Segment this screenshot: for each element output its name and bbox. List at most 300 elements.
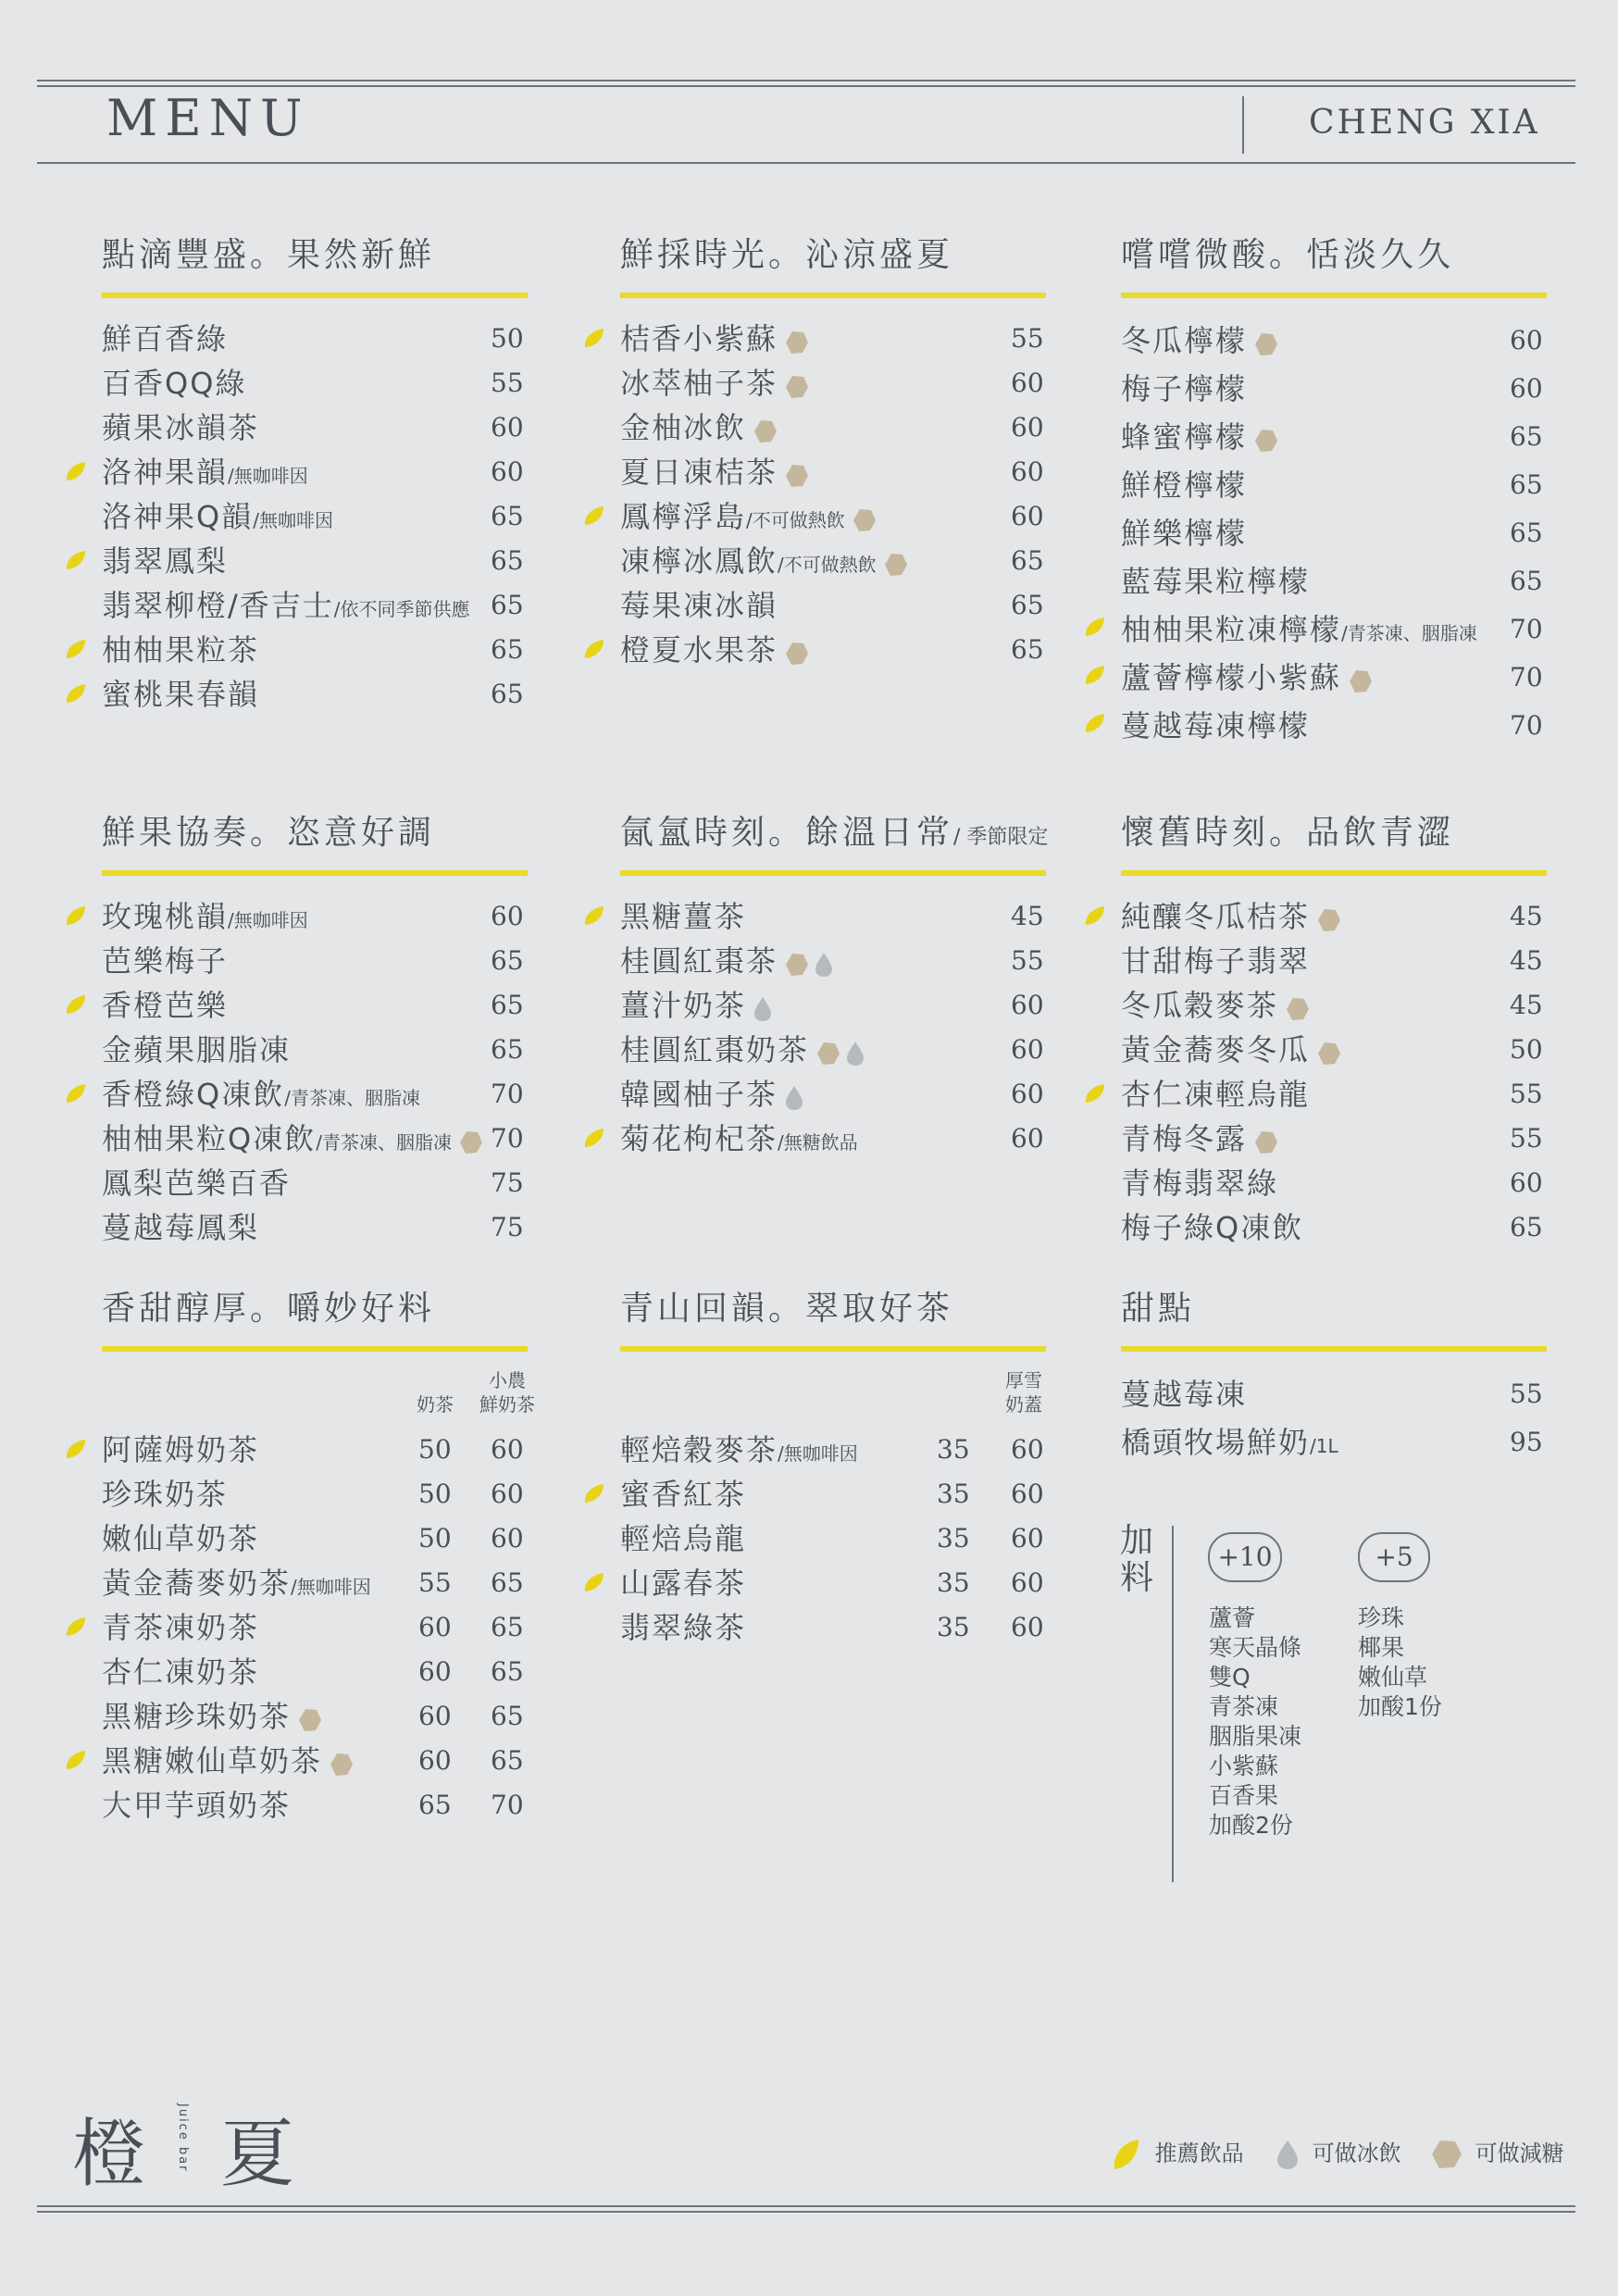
section-title (620, 811, 1049, 855)
menu-item (1121, 1418, 1547, 1466)
menu-item-name: 青梅冬露 (1121, 1121, 1248, 1156)
addon-list-5 (1358, 1603, 1442, 1722)
menu-item-name: 蘋果冰韻茶 (102, 410, 260, 445)
menu-item-price: 65 (1011, 545, 1044, 576)
addon-item: 嫩仙草 (1358, 1664, 1428, 1691)
menu-item-name: 蜜香紅茶 (620, 1477, 747, 1512)
menu-item-name: 金蘋果胭脂凍 (102, 1032, 292, 1067)
menu-item-price: 50 (418, 1479, 452, 1509)
menu-item-note: /青茶凍、胭脂凍 (316, 1131, 452, 1154)
menu-item-price: 65 (491, 945, 524, 976)
col-header-cream-cap-line2: 奶蓋 (1005, 1393, 1042, 1416)
menu-item-price: 60 (1011, 1034, 1044, 1065)
menu-item-price-2: 60 (491, 1523, 524, 1554)
menu-item (1121, 1117, 1547, 1161)
menu-item-price: 55 (1510, 1379, 1543, 1409)
menu-item-name: 蜜桃果春韻 (102, 677, 260, 712)
menu-item-price-2: 60 (1011, 1434, 1044, 1465)
menu-item-price: 65 (491, 990, 524, 1020)
menu-item (620, 1072, 1046, 1117)
menu-item (1121, 509, 1547, 557)
leaf-icon (65, 1616, 87, 1637)
menu-item-icons (785, 1074, 809, 1118)
menu-item-name: 香橙芭樂 (102, 988, 229, 1023)
menu-item-name: 翡翠綠茶 (620, 1610, 747, 1645)
menu-item-price: 60 (418, 1612, 452, 1642)
section-title-text: 青山回韻。翠取好茶 (620, 1290, 954, 1328)
leaf-icon (583, 1128, 605, 1148)
leaf-icon (583, 1572, 605, 1592)
menu-item-name: 黑糖薑茶 (620, 899, 747, 934)
hexagon-icon (785, 464, 809, 488)
menu-item-note: /無咖啡因 (253, 509, 333, 531)
menu-item-price: 70 (491, 1123, 524, 1154)
menu-item-price: 35 (937, 1479, 970, 1509)
menu-item-price: 60 (1011, 501, 1044, 531)
section-underline (102, 1346, 528, 1352)
addon-price-badge-5: +5 (1358, 1532, 1430, 1582)
menu-item-price: 65 (1011, 634, 1044, 665)
menu-item (620, 539, 1046, 583)
menu-item-price: 60 (491, 412, 524, 443)
menu-item (102, 1561, 528, 1605)
menu-item (620, 1117, 1046, 1161)
addon-item: 百香果 (1209, 1782, 1279, 1809)
menu-item (1121, 1205, 1547, 1250)
menu-item-price-2: 60 (1011, 1567, 1044, 1598)
menu-item-icons (1349, 655, 1378, 704)
leaf-icon (583, 328, 605, 348)
menu-item-price-2: 60 (1011, 1479, 1044, 1509)
menu-item-name: 玫瑰桃韻 (102, 899, 229, 934)
droplet-icon (815, 952, 833, 978)
section-title-text: 嚐嚐微酸。恬淡久久 (1121, 236, 1455, 274)
hexagon-icon (1254, 332, 1278, 356)
addon-item: 青茶凍 (1209, 1693, 1279, 1720)
menu-item-price: 35 (937, 1567, 970, 1598)
menu-item-price: 60 (1011, 1079, 1044, 1109)
menu-item-price-2: 60 (491, 1479, 524, 1509)
menu-item (102, 1161, 528, 1205)
menu-item-name: 洛神果韻 (102, 455, 229, 490)
menu-item-icons (785, 630, 815, 674)
top-double-rule-2 (37, 85, 1575, 87)
col-header-milk-tea-label: 奶茶 (417, 1393, 454, 1416)
menu-item-price-2: 65 (491, 1656, 524, 1687)
menu-item-price-2: 70 (491, 1790, 524, 1820)
menu-item (620, 317, 1046, 361)
addon-item: 加酸1份 (1358, 1693, 1442, 1720)
menu-item-price-2: 65 (491, 1745, 524, 1776)
legend-less-sugar-label: 可做減糖 (1475, 2140, 1564, 2166)
menu-item-price: 60 (418, 1745, 452, 1776)
menu-item-price: 45 (1011, 901, 1044, 931)
leaf-icon (65, 683, 87, 704)
menu-item-price: 60 (1510, 373, 1543, 404)
leaf-icon (1084, 1083, 1106, 1104)
menu-item-price: 45 (1510, 945, 1543, 976)
menu-item (102, 983, 528, 1028)
menu-item-name: 黃金蕎麥冬瓜 (1121, 1032, 1311, 1067)
menu-item-price: 60 (418, 1701, 452, 1731)
menu-item-name: 百香QQ綠 (102, 366, 247, 401)
menu-item (102, 1117, 528, 1161)
hexagon-icon (785, 953, 809, 977)
leaf-icon (65, 1083, 87, 1104)
hexagon-icon (1349, 669, 1373, 693)
menu-item-name: 鮮百香綠 (102, 321, 229, 356)
section-title (1121, 233, 1547, 278)
menu-item-name: 阿薩姆奶茶 (102, 1432, 260, 1467)
menu-item-price: 60 (418, 1656, 452, 1687)
section-warm-seasonal (620, 811, 1049, 1161)
menu-item-price: 65 (418, 1790, 452, 1820)
menu-item (1121, 983, 1547, 1028)
menu-item-price: 95 (1510, 1427, 1543, 1457)
menu-item (1121, 1072, 1547, 1117)
section-title (102, 811, 528, 855)
menu-item (1121, 605, 1547, 654)
menu-item-name: 蔓越莓凍檸檬 (1121, 708, 1311, 743)
section-underline (102, 293, 528, 298)
hexagon-icon (330, 1753, 354, 1777)
menu-item-note: /1L (1310, 1435, 1338, 1457)
menu-item (102, 317, 528, 361)
menu-item (620, 406, 1046, 450)
menu-item-price: 70 (1510, 662, 1543, 693)
menu-item-price: 60 (1011, 990, 1044, 1020)
menu-item (620, 583, 1046, 628)
col-header-cream-cap (996, 1368, 1052, 1416)
menu-item-price: 60 (491, 901, 524, 931)
section-title-text: 香甜醇厚。嚼妙好料 (102, 1290, 436, 1328)
logo-char-1: 橙 (72, 2111, 146, 2197)
leaf-icon (583, 505, 605, 526)
menu-item-price: 45 (1510, 901, 1543, 931)
menu-item-name: 黑糖珍珠奶茶 (102, 1699, 292, 1734)
hexagon-icon (785, 331, 809, 355)
menu-item-price: 75 (491, 1167, 524, 1198)
menu-item (102, 361, 528, 406)
menu-item-icons (884, 541, 914, 585)
menu-item-price: 55 (1011, 945, 1044, 976)
menu-item-note: /無咖啡因 (228, 909, 308, 931)
menu-item-icons (785, 452, 815, 496)
menu-item-icons (785, 363, 815, 407)
section-title-text: 氤氳時刻。餘溫日常 (620, 814, 954, 852)
menu-item-price: 60 (1011, 456, 1044, 487)
menu-item-name: 冬瓜穀麥茶 (1121, 988, 1279, 1023)
menu-item-price: 60 (1011, 1123, 1044, 1154)
droplet-icon (753, 996, 772, 1022)
menu-item (1121, 461, 1547, 509)
menu-item-name: 蘆薈檸檬小紫蘇 (1121, 660, 1342, 695)
menu-item-name: 黃金蕎麥奶茶 (102, 1566, 292, 1601)
section-title-text: 鮮採時光。沁涼盛夏 (620, 236, 954, 274)
menu-item (620, 1472, 1046, 1516)
menu-item (620, 361, 1046, 406)
menu-item-icons (816, 1029, 870, 1074)
menu-item-name: 藍莓果粒檸檬 (1121, 564, 1311, 599)
menu-item (102, 1650, 528, 1694)
menu-item-icons (1254, 318, 1284, 367)
menu-item (1121, 365, 1547, 413)
addon-item: 加酸2份 (1209, 1812, 1293, 1839)
menu-item (102, 1739, 528, 1783)
section-title (102, 1287, 528, 1331)
menu-item-name: 杏仁凍輕烏龍 (1121, 1077, 1311, 1112)
section-title (1121, 811, 1547, 855)
menu-item-icons (1254, 415, 1284, 463)
menu-item-name: 蜂蜜檸檬 (1121, 419, 1248, 455)
section-fruit-mix (102, 811, 528, 1250)
menu-item-name: 梅子檸檬 (1121, 371, 1248, 406)
hexagon-icon (816, 1042, 840, 1066)
menu-item (102, 672, 528, 717)
menu-item-price: 60 (491, 456, 524, 487)
leaf-icon (583, 639, 605, 659)
menu-item-name: 輕焙烏龍 (620, 1521, 747, 1556)
section-underline (1121, 1346, 1547, 1352)
section-underline (1121, 870, 1547, 876)
col-header-milk-tea (407, 1392, 463, 1416)
legend-iced (1276, 2135, 1401, 2172)
menu-item (1121, 939, 1547, 983)
menu-item-price: 55 (418, 1567, 452, 1598)
menu-item-name: 翡翠柳橙/香吉士 (102, 588, 334, 623)
addon-label-char2: 料 (1120, 1559, 1154, 1597)
menu-item-name: 輕焙穀麥茶 (620, 1432, 778, 1467)
logo-subtitle: Juice bar (176, 2103, 190, 2173)
menu-item (102, 1783, 528, 1828)
menu-item (102, 939, 528, 983)
menu-item-icons (853, 496, 882, 541)
addon-item: 胭脂果凍 (1209, 1723, 1302, 1750)
menu-item-name: 柚柚果粒凍檸檬 (1121, 612, 1342, 647)
menu-item-note: /不可做熱飲 (746, 509, 845, 531)
menu-item-price: 65 (1011, 590, 1044, 620)
menu-item-name: 蔓越莓鳳梨 (102, 1210, 260, 1245)
menu-item (102, 1605, 528, 1650)
legend-iced-label: 可做冰飲 (1312, 2140, 1401, 2166)
droplet-icon (1276, 2139, 1300, 2170)
menu-item (620, 628, 1046, 672)
addon-item: 珍珠 (1358, 1604, 1405, 1631)
menu-item-icons (785, 318, 815, 363)
menu-item (1121, 702, 1547, 750)
addon-item: 椰果 (1358, 1634, 1405, 1661)
leaf-icon (1084, 713, 1106, 733)
section-lemon (1121, 233, 1547, 750)
menu-item-name: 薑汁奶茶 (620, 988, 747, 1023)
hexagon-icon (785, 375, 809, 399)
header-separator (1242, 96, 1244, 154)
menu-item-note: /青茶凍、胭脂凍 (1341, 622, 1477, 644)
menu-item (102, 1028, 528, 1072)
menu-item-icons (785, 941, 839, 985)
section-title-text: 點滴豐盛。果然新鮮 (102, 236, 436, 274)
menu-item-price: 50 (418, 1434, 452, 1465)
menu-item-name: 凍檸冰鳳飲 (620, 543, 778, 579)
menu-item-name: 鮮橙檸檬 (1121, 468, 1248, 503)
menu-item-icons (1286, 985, 1315, 1029)
menu-item (102, 628, 528, 672)
menu-item (620, 494, 1046, 539)
menu-item-note: /無咖啡因 (291, 1576, 371, 1598)
menu-item-price: 65 (1510, 469, 1543, 500)
hexagon-icon (1317, 1042, 1341, 1066)
menu-item-icons (459, 1118, 489, 1163)
menu-item (1121, 557, 1547, 605)
menu-item-icons (753, 407, 783, 452)
menu-item-price-2: 60 (1011, 1523, 1044, 1554)
menu-item (102, 894, 528, 939)
menu-item-note: /無咖啡因 (778, 1442, 858, 1465)
section-underline (620, 870, 1046, 876)
bottom-double-rule-2 (37, 2211, 1575, 2213)
menu-item (1121, 1370, 1547, 1418)
section-pure-tea (620, 1287, 1046, 1650)
legend-recommended (1111, 2135, 1244, 2172)
section-underline (102, 870, 528, 876)
menu-item-name: 純釀冬瓜桔茶 (1121, 899, 1311, 934)
menu-item-name: 莓果凍冰韻 (620, 588, 778, 623)
section-milk-tea (102, 1287, 528, 1828)
menu-item-price: 70 (491, 1079, 524, 1109)
col-header-fresh-milk-tea-line1: 小農 (489, 1369, 526, 1391)
menu-item (1121, 1028, 1547, 1072)
menu-title: MENU (106, 89, 310, 147)
menu-item-name: 梅子綠Q凍飲 (1121, 1210, 1304, 1245)
menu-item-price: 35 (937, 1612, 970, 1642)
menu-item (102, 1694, 528, 1739)
menu-item-icons (1254, 1118, 1284, 1163)
menu-item-price-2: 65 (491, 1567, 524, 1598)
menu-item-name: 翡翠鳳梨 (102, 543, 229, 579)
menu-item-price: 45 (1510, 990, 1543, 1020)
menu-item-name: 青茶凍奶茶 (102, 1610, 260, 1645)
menu-item-name: 杏仁凍奶茶 (102, 1654, 260, 1690)
section-summer-cool (620, 233, 1046, 672)
menu-item-icons (330, 1741, 359, 1785)
menu-item (1121, 894, 1547, 939)
leaf-icon (65, 994, 87, 1015)
addon-list-10 (1209, 1603, 1301, 1841)
menu-item-name: 桔香小紫蘇 (620, 321, 778, 356)
menu-item-price: 65 (491, 634, 524, 665)
menu-item (102, 1472, 528, 1516)
menu-item-price-2: 65 (491, 1701, 524, 1731)
menu-item (620, 1605, 1046, 1650)
droplet-icon (785, 1085, 803, 1111)
section-underline (620, 1346, 1046, 1352)
menu-item (620, 983, 1046, 1028)
menu-item-name: 山露春茶 (620, 1566, 747, 1601)
menu-item-price: 70 (1510, 614, 1543, 644)
menu-item-name: 桂圓紅棗茶 (620, 943, 778, 979)
menu-item-price: 65 (491, 545, 524, 576)
menu-item-price: 55 (491, 368, 524, 398)
leaf-icon (583, 1483, 605, 1504)
hexagon-icon (853, 508, 877, 532)
hexagon-icon (753, 419, 778, 443)
section-title (1121, 1287, 1547, 1331)
menu-item (1121, 317, 1547, 365)
leaf-icon (65, 1439, 87, 1459)
menu-item-name: 青梅翡翠綠 (1121, 1166, 1279, 1201)
menu-item-name: 柚柚果粒茶 (102, 632, 260, 668)
section-title (620, 1287, 1046, 1331)
hexagon-icon (1254, 1130, 1278, 1154)
menu-item-name: 嫩仙草奶茶 (102, 1521, 260, 1556)
menu-item-name: 蔓越莓凍 (1121, 1377, 1248, 1412)
bottom-double-rule-1 (37, 2205, 1575, 2207)
menu-item (620, 1561, 1046, 1605)
menu-item-name: 桂圓紅棗奶茶 (620, 1032, 810, 1067)
menu-item-name: 珍珠奶茶 (102, 1477, 229, 1512)
menu-item-note: /無糖飲品 (778, 1131, 858, 1154)
menu-item-note: /青茶凍、胭脂凍 (284, 1087, 420, 1109)
section-title-text: 鮮果協奏。恣意好調 (102, 814, 436, 852)
addon-item: 寒天晶條 (1209, 1634, 1302, 1661)
section-title (102, 233, 528, 278)
menu-item-icons (1317, 1029, 1347, 1074)
menu-item-name: 菊花枸杞茶 (620, 1121, 778, 1156)
section-dessert (1121, 1287, 1547, 1466)
menu-item (620, 1516, 1046, 1561)
menu-item (1121, 654, 1547, 702)
menu-item-name: 冬瓜檸檬 (1121, 323, 1248, 358)
menu-item-name: 橙夏水果茶 (620, 632, 778, 668)
menu-item (102, 406, 528, 450)
menu-item-price: 55 (1011, 323, 1044, 354)
menu-item-name: 黑糖嫩仙草奶茶 (102, 1743, 323, 1778)
leaf-icon (65, 639, 87, 659)
hexagon-icon (1431, 2139, 1462, 2170)
menu-item (102, 539, 528, 583)
menu-item (102, 1072, 528, 1117)
menu-item-price: 50 (1510, 1034, 1543, 1065)
hexagon-icon (1286, 997, 1310, 1021)
menu-item-name: 柚柚果粒Q凍飲 (102, 1121, 317, 1156)
leaf-icon (65, 1750, 87, 1770)
hexagon-icon (459, 1130, 483, 1154)
menu-item (620, 1028, 1046, 1072)
leaf-icon (1084, 665, 1106, 685)
leaf-icon (1084, 905, 1106, 926)
menu-item-price: 60 (1011, 368, 1044, 398)
menu-item (102, 1428, 528, 1472)
menu-item-price-2: 60 (491, 1434, 524, 1465)
col-header-fresh-milk-tea-line2: 鮮奶茶 (479, 1393, 535, 1416)
hexagon-icon (884, 553, 908, 577)
section-nostalgic (1121, 811, 1547, 1250)
hexagon-icon (298, 1708, 322, 1732)
menu-item-price: 65 (491, 1034, 524, 1065)
menu-item (620, 450, 1046, 494)
addon-divider (1172, 1526, 1174, 1882)
menu-item (102, 494, 528, 539)
header-bottom-rule (37, 162, 1575, 164)
menu-item-price: 50 (491, 323, 524, 354)
section-fruit-fresh (102, 233, 528, 717)
menu-item-price: 60 (1510, 1167, 1543, 1198)
leaf-icon (65, 905, 87, 926)
menu-item-icons (298, 1696, 328, 1741)
menu-item-price-2: 65 (491, 1612, 524, 1642)
legend-less-sugar (1431, 2135, 1564, 2172)
top-double-rule-1 (37, 80, 1575, 81)
